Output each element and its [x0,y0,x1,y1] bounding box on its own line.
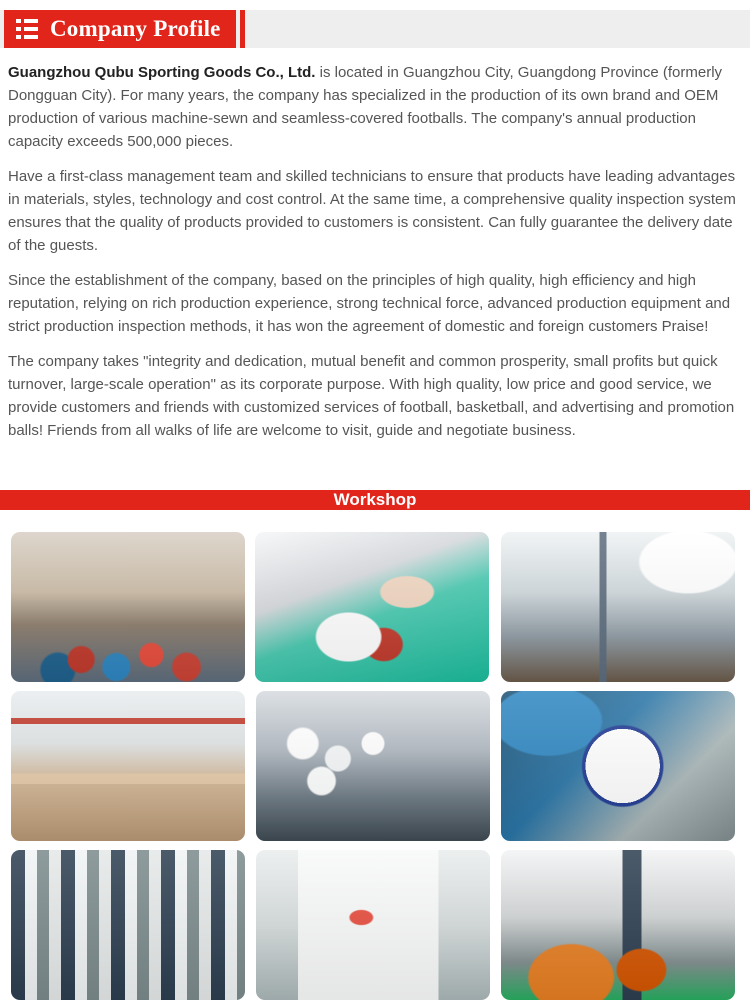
workshop-photo-ball-sorting [11,532,245,682]
company-description [8,61,738,454]
section-header-company-profile [4,10,236,48]
paragraph-intro-text: is located in Guangzhou City, Guangdong Province (formerly Dongguan City). For many years, the company has specialized in the production of its own brand and OEM production of various machine-sewn and seamless-covered footballs. The company's annual production capacity exceeds 500,000 pieces. [8,64,723,150]
paragraph-establishment: Since the establishment of the company, based on the principles of high quality, high efficiency and high reputation, relying on rich production experience, strong technical force, advanced production equipment and strict production inspection methods, it has won the agreement of domestic and foreign customers Praise! [8,272,731,335]
workshop-photo-hand-stitching [255,532,489,682]
paragraph-intro [8,61,738,153]
workshop-photo-grid [0,532,750,1002]
section-header-workshop [0,490,750,510]
workshop-photo-finished-ball [501,691,735,841]
paragraph-purpose: The company takes "integrity and dedication, mutual benefit and common prosperity, small profits but quick turnover, large-scale operation" as its corporate purpose. With high quality, low price and good service, we provide customers and friends with customized services of football, basketball, and advertising and promotion balls! Friends from all walks of life are welcome to visit, guide and negotiate business. [8,353,735,439]
workshop-photo-press-machine [11,691,245,841]
workshop-photo-assembly-line [256,691,490,841]
company-name: Guangzhou Qubu Sporting Goods Co., Ltd. [8,64,316,81]
page-title: Company Profile [50,16,221,41]
workshop-photo-laminating-machine [256,850,490,1000]
workshop-photo-cutting-station [501,850,735,1000]
paragraph-management: Have a first-class management team and skilled technicians to ensure that products have leading advantages in materials, styles, technology and cost control. At the same time, a comprehensive quality inspection system ensures that the quality of products provided to customers is consistent. Can fully guarantee the delivery date of the guests. [8,168,736,254]
workshop-title: Workshop [333,490,417,509]
header-accent-stripe [240,10,245,48]
workshop-photo-factory-floor [501,532,735,682]
list-icon [16,19,38,39]
workshop-photo-material-rolls [11,850,245,1000]
